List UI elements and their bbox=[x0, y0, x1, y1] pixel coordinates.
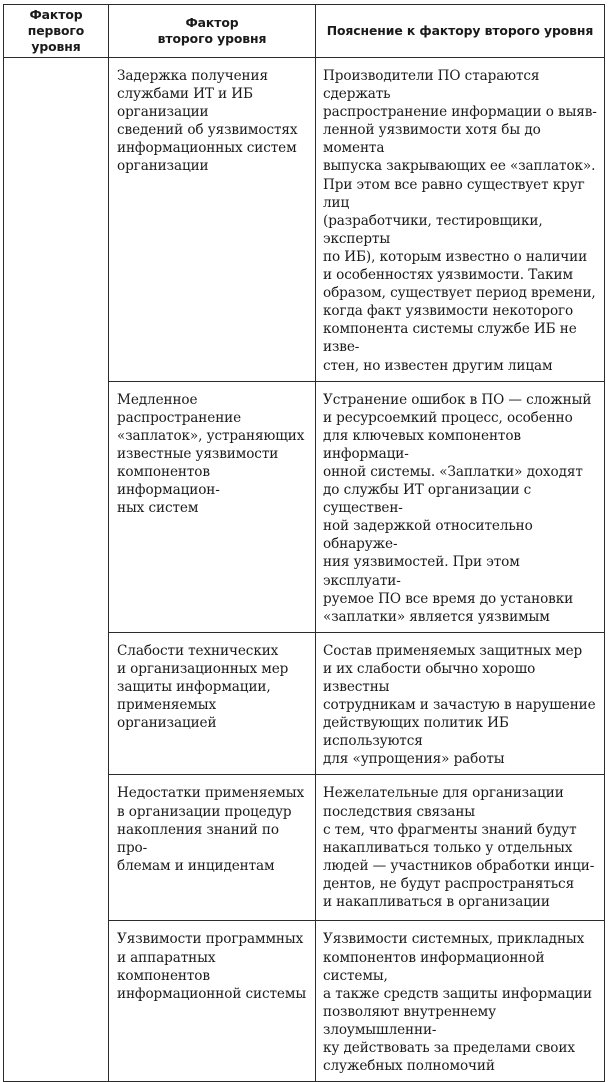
second-level-factor-cell: Медленное распространение «заплаток», устраняющих известные уязвимости компонентов информацион- ных систем bbox=[109, 381, 316, 632]
explanation-cell: Уязвимости системных, прикладных компонентов информационной системы, а также средств защиты информации позволяют внутреннему злоумышленни- ку действовать за пределами своих служебных полномочий bbox=[316, 921, 605, 1082]
second-level-factor-cell: Задержка получения службами ИТ и ИБ организации сведений об уязвимостях информационных систем организации bbox=[109, 58, 316, 382]
second-level-factor-cell: Уязвимости программных и аппаратных компонентов информационной системы bbox=[109, 921, 316, 1082]
table-row bbox=[4, 58, 605, 382]
header-first-level-factor: Фактор первого уровня bbox=[4, 5, 109, 58]
second-level-factor-cell: Слабости технических и организационных мер защиты информации, применяемых организацией bbox=[109, 632, 316, 775]
explanation-cell: Нежелательные для организации последствия связаны с тем, что фрагменты знаний будут накапливаться только у отдельных людей — участников обработки инци- дентов, не будут распространяться и накапливаться в организации bbox=[316, 775, 605, 921]
table-header-row bbox=[4, 5, 605, 58]
factors-table bbox=[3, 4, 605, 1082]
explanation-cell: Производители ПО стараются сдержать распространение информации о выяв- ленной уязвимости хотя бы до момента выпуска закрывающих ее «заплаток». При этом все равно существует круг лиц (разработчики, тестировщики, эксперты по ИБ), которым известно о наличии и особенностях уязвимости. Таким образом, существует период времени, когда факт уязвимости некоторого компонента системы службе ИБ не изве- стен, но известен другим лицам bbox=[316, 58, 605, 382]
explanation-cell: Устранение ошибок в ПО — сложный и ресурсоемкий процесс, особенно для ключевых компонентов информаци- онной системы. «Заплатки» доходят до службы ИТ организации с существен- ной задержкой относительно обнаруже- ния уязвимостей. При этом эксплуати- руемое ПО все время до установки «заплатки» является уязвимым bbox=[316, 381, 605, 632]
second-level-factor-cell: Недостатки применяемых в организации процедур накопления знаний по про- блемам и инцидентам bbox=[109, 775, 316, 921]
header-explanation: Пояснение к фактору второго уровня bbox=[316, 5, 605, 58]
explanation-cell: Состав применяемых защитных мер и их слабости обычно хорошо известны сотрудникам и зачастую в нарушение действующих политик ИБ используются для «упрощения» работы bbox=[316, 632, 605, 775]
first-level-factor-cell bbox=[4, 58, 109, 1082]
header-second-level-factor: Фактор второго уровня bbox=[109, 5, 316, 58]
